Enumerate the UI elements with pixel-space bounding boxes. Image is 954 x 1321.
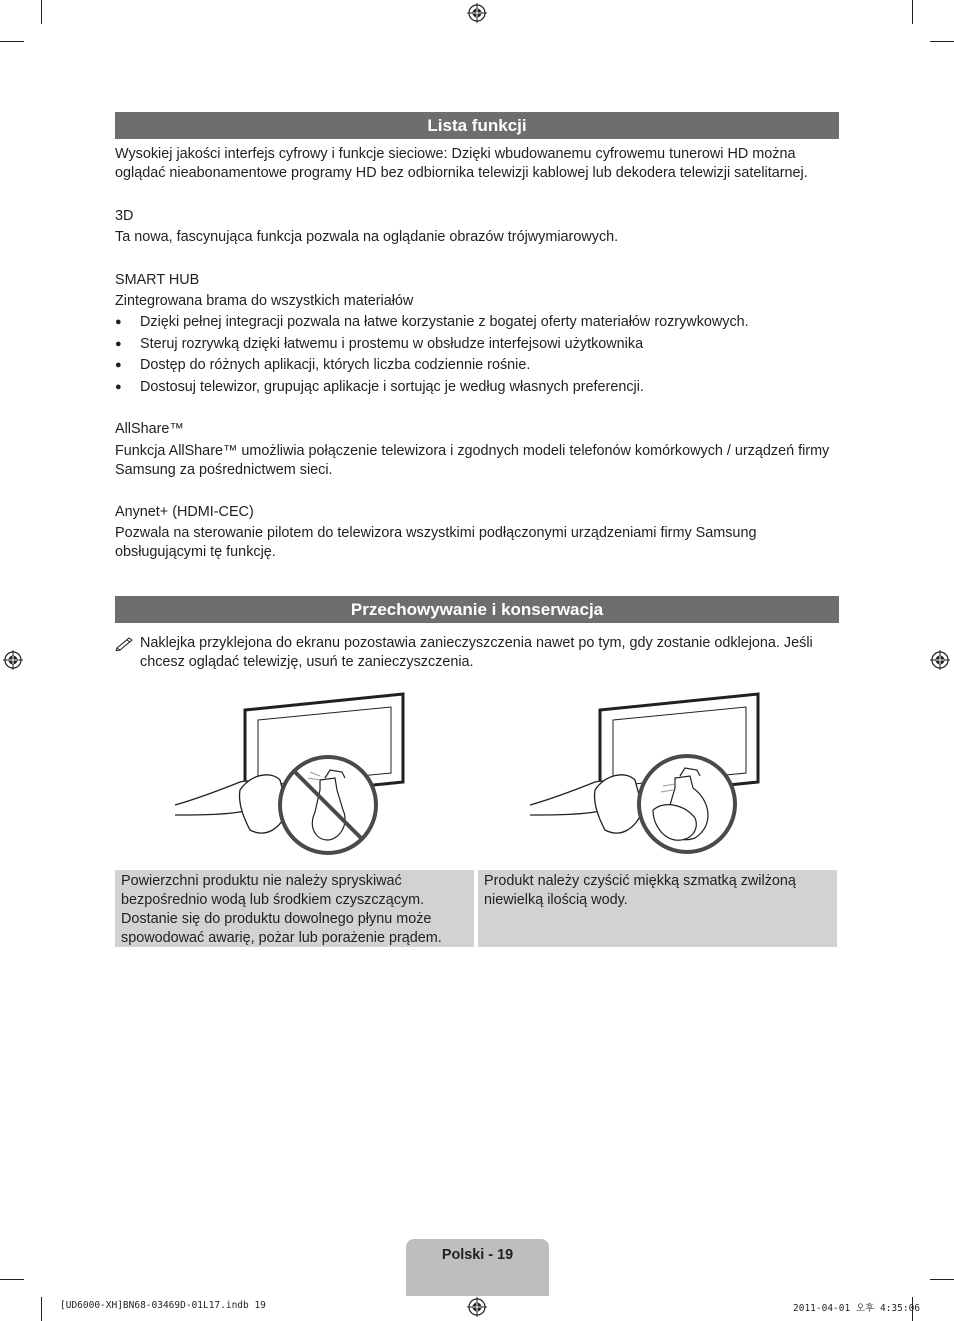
section-title-features: Lista funkcji	[115, 112, 839, 139]
crop-mark	[41, 0, 42, 24]
caption-line: bezpośrednio wodą lub środkiem czyszczącym.	[121, 892, 425, 908]
crop-mark	[41, 1297, 42, 1321]
registration-mark-icon	[3, 650, 23, 670]
feature-heading-anynet: Anynet+ (HDMI-CEC)	[115, 504, 254, 520]
crop-mark	[930, 41, 954, 42]
features-intro-line: Wysokiej jakości interfejs cyfrowy i funkcje sieciowe: Dzięki wbudowanemu cyfrowemu tunerowi HD można	[115, 146, 796, 162]
list-item-text: Dostosuj telewizor, grupując aplikacje i sortując je według własnych preferencji.	[140, 379, 644, 395]
wipe-cloth-illustration	[525, 690, 770, 860]
print-slug-date: 2011-04-01 오후 4:35:06	[793, 1303, 921, 1314]
caption-line: niewielką ilością wody.	[484, 892, 628, 908]
bullet-icon: ●	[115, 381, 122, 393]
feature-heading-smarthub: SMART HUB	[115, 272, 200, 288]
crop-mark	[912, 0, 913, 24]
section-title-care: Przechowywanie i konserwacja	[115, 596, 839, 623]
crop-mark	[930, 1279, 954, 1280]
registration-mark-icon	[930, 650, 950, 670]
list-item-text: Steruj rozrywką dzięki łatwemu i prostemu w obsłudze interfejsowi użytkownika	[140, 336, 644, 352]
crop-mark	[0, 1279, 24, 1280]
list-item-text: Dzięki pełnej integracji pozwala na łatwe korzystanie z bogatej oferty materiałów rozrywkowych.	[140, 314, 749, 330]
caption-line: Produkt należy czyścić miękką szmatką zwilżoną	[484, 873, 796, 889]
caption-wipe	[478, 870, 837, 947]
list-item-text: Dostęp do różnych aplikacji, których liczba codziennie rośnie.	[140, 357, 531, 373]
bullet-icon: ●	[115, 316, 122, 328]
pencil-note-icon	[115, 635, 135, 651]
page-number-tab: Polski - 19	[406, 1239, 549, 1296]
feature-text-allshare: Funkcja AllShare™ umożliwia połączenie telewizora i zgodnych modeli telefonów komórkowych / urządzeń firmy	[115, 443, 830, 459]
care-note-line: chcesz oglądać telewizję, usuń te zanieczyszczenia.	[140, 654, 474, 670]
crop-mark	[0, 41, 24, 42]
caption-line: Dostanie się do produktu dowolnego płynu może	[121, 911, 432, 927]
caption-line: Powierzchni produktu nie należy spryskiwać	[121, 873, 402, 889]
bullet-icon: ●	[115, 338, 122, 350]
feature-text-allshare: Samsung za pośrednictwem sieci.	[115, 462, 333, 478]
print-slug-file: [UD6000-XH]BN68-03469D-01L17.indb 19	[60, 1300, 266, 1311]
feature-heading-3d: 3D	[115, 208, 134, 224]
registration-mark-icon	[467, 3, 487, 23]
feature-text-3d: Ta nowa, fascynująca funkcja pozwala na oglądanie obrazów trójwymiarowych.	[115, 229, 619, 245]
no-spray-illustration	[170, 690, 415, 860]
registration-mark-icon	[467, 1297, 487, 1317]
feature-text-anynet: obsługującymi tę funkcję.	[115, 544, 276, 560]
feature-heading-allshare: AllShare™	[115, 421, 184, 437]
features-intro-line: oglądać nieabonamentowe programy HD bez odbiornika telewizji kablowej lub dekodera telewizji satelitarnej.	[115, 165, 808, 181]
caption-no-spray	[115, 870, 474, 947]
caption-line: spowodować awarię, pożar lub porażenie prądem.	[121, 930, 442, 946]
care-note-line: Naklejka przyklejona do ekranu pozostawia zanieczyszczenia nawet po tym, gdy zostanie odklejona. Jeśli	[140, 635, 813, 651]
bullet-icon: ●	[115, 359, 122, 371]
feature-text-smarthub: Zintegrowana brama do wszystkich materiałów	[115, 293, 414, 309]
feature-text-anynet: Pozwala na sterowanie pilotem do telewizora wszystkimi podłączonymi urządzeniami firmy Samsung	[115, 525, 757, 541]
